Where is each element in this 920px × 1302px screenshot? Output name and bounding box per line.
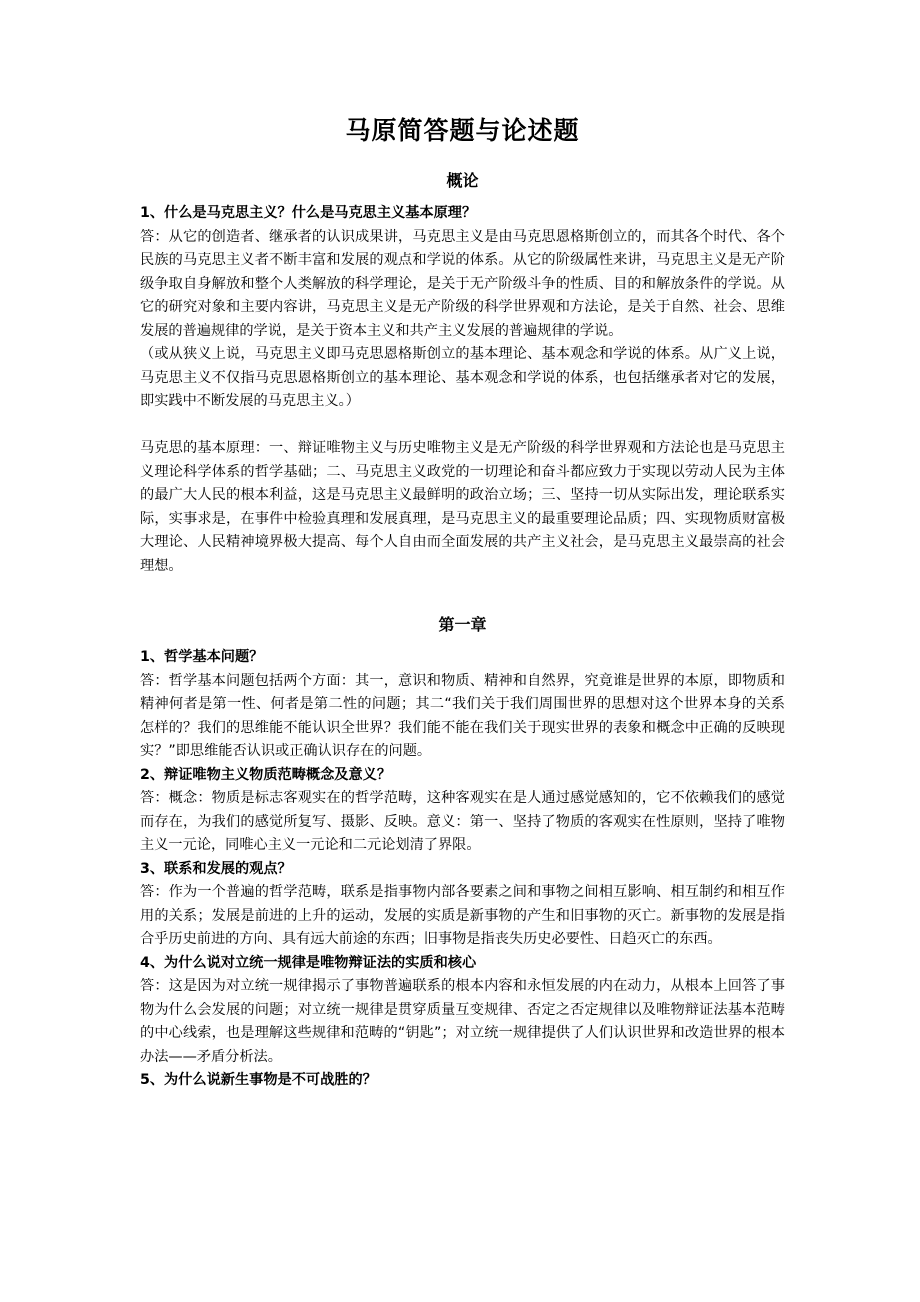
section-intro — [140, 168, 785, 578]
question-heading: 1、哲学基本问题？ — [140, 649, 264, 665]
question-heading: 2、辩证唯物主义物质范畴概念及意义？ — [140, 766, 392, 783]
answer-paragraph: 答：这是因为对立统一规律揭示了事物普遍联系的根本内容和永恒发展的内在动力，从根本上回答了事物为什么会发展的问题；对立统一规律是贯穿质量互变规律、否定之否定规律以及唯物辩证法基本范畴的中心线索，也是理解这些规律和范畴的“钥匙”；对立统一规律提供了人们认识世界和改造世界的根本办法——矛盾分析法。 — [140, 978, 785, 1065]
answer-paragraph: 答：哲学基本问题包括两个方面：其一，意识和物质、精神和自然界，究竟谁是世界的本原，即物质和精神何者是第一性、何者是第二性的问题；其二“我们关于我们周围世界的思想对这个世界本身的关系怎样的？我们的思维能不能认识全世界？我们能不能在我们关于现实世界的表象和概念中正确的反映现实？”即思维能否认识或正确认识存在的问题。 — [140, 672, 785, 759]
section-heading: 第一章 — [438, 615, 487, 634]
question-heading: 4、为什么说对立统一规律是唯物辩证法的实质和核心 — [140, 954, 477, 971]
section-heading: 概论 — [446, 171, 479, 190]
document-title: 马原简答题与论述题 — [345, 116, 580, 145]
question-heading: 3、联系和发展的观点？ — [140, 860, 292, 877]
question-heading: 1、什么是马克思主义？什么是马克思主义基本原理？ — [140, 205, 477, 221]
answer-paragraph: 答：概念：物质是标志客观实在的哲学范畴，这种客观实在是人通过感觉感知的，它不依赖我们的感觉而存在，为我们的感觉所复写、摄影、反映。意义：第一、坚持了物质的客观实在性原则，坚持了唯物主义一元论，同唯心主义一元论和二元论划清了界限。 — [140, 790, 785, 853]
answer-paragraph: 答：作为一个普遍的哲学范畴，联系是指事物内部各要素之间和事物之间相互影响、相互制约和相互作用的关系；发展是前进的上升的运动，发展的实质是新事物的产生和旧事物的灭亡。新事物的发展是指合乎历史前进的方向、具有远大前途的东西；旧事物是指丧失历史必要性、日趋灭亡的东西。 — [140, 884, 785, 947]
question-heading: 5、为什么说新生事物是不可战胜的？ — [140, 1072, 377, 1088]
section-chapter-one — [140, 612, 785, 1093]
answer-paragraph: （或从狭义上说，马克思主义即马克思恩格斯创立的基本理论、基本观念和学说的体系。从广义上说，马克思主义不仅指马克思恩格斯创立的基本理论、基本观念和学说的体系，也包括继承者对它的发展，即实践中不断发展的马克思主义。） — [140, 346, 785, 409]
answer-paragraph: 马克思的基本原理：一、辩证唯物主义与历史唯物主义是无产阶级的科学世界观和方法论也是马克思主义理论科学体系的哲学基础；二、马克思主义政党的一切理论和奋斗都应致力于实现以劳动人民为主体的最广大人民的根本利益，这是马克思主义最鲜明的政治立场；三、坚持一切从实际出发，理论联系实际，实事求是，在事件中检验真理和发展真理，是马克思主义的最重要理论品质；四、实现物质财富极大理论、人民精神境界极大提高、每个人自由而全面发展的共产主义社会，是马克思主义最崇高的社会理想。 — [140, 440, 785, 574]
answer-paragraph: 答：从它的创造者、继承者的认识成果讲，马克思主义是由马克思恩格斯创立的，而其各个时代、各个民族的马克思主义者不断丰富和发展的观点和学说的体系。从它的阶级属性来讲，马克思主义是无产阶级争取自身解放和整个人类解放的科学理论，是关于无产阶级斗争的性质、目的和解放条件的学说。从它的研究对象和主要内容讲，马克思主义是无产阶级的科学世界观和方法论，是关于自然、社会、思维发展的普遍规律的学说，是关于资本主义和共产主义发展的普遍规律的学说。 — [140, 228, 785, 339]
document-page — [140, 112, 785, 1093]
blank-line — [140, 414, 785, 438]
